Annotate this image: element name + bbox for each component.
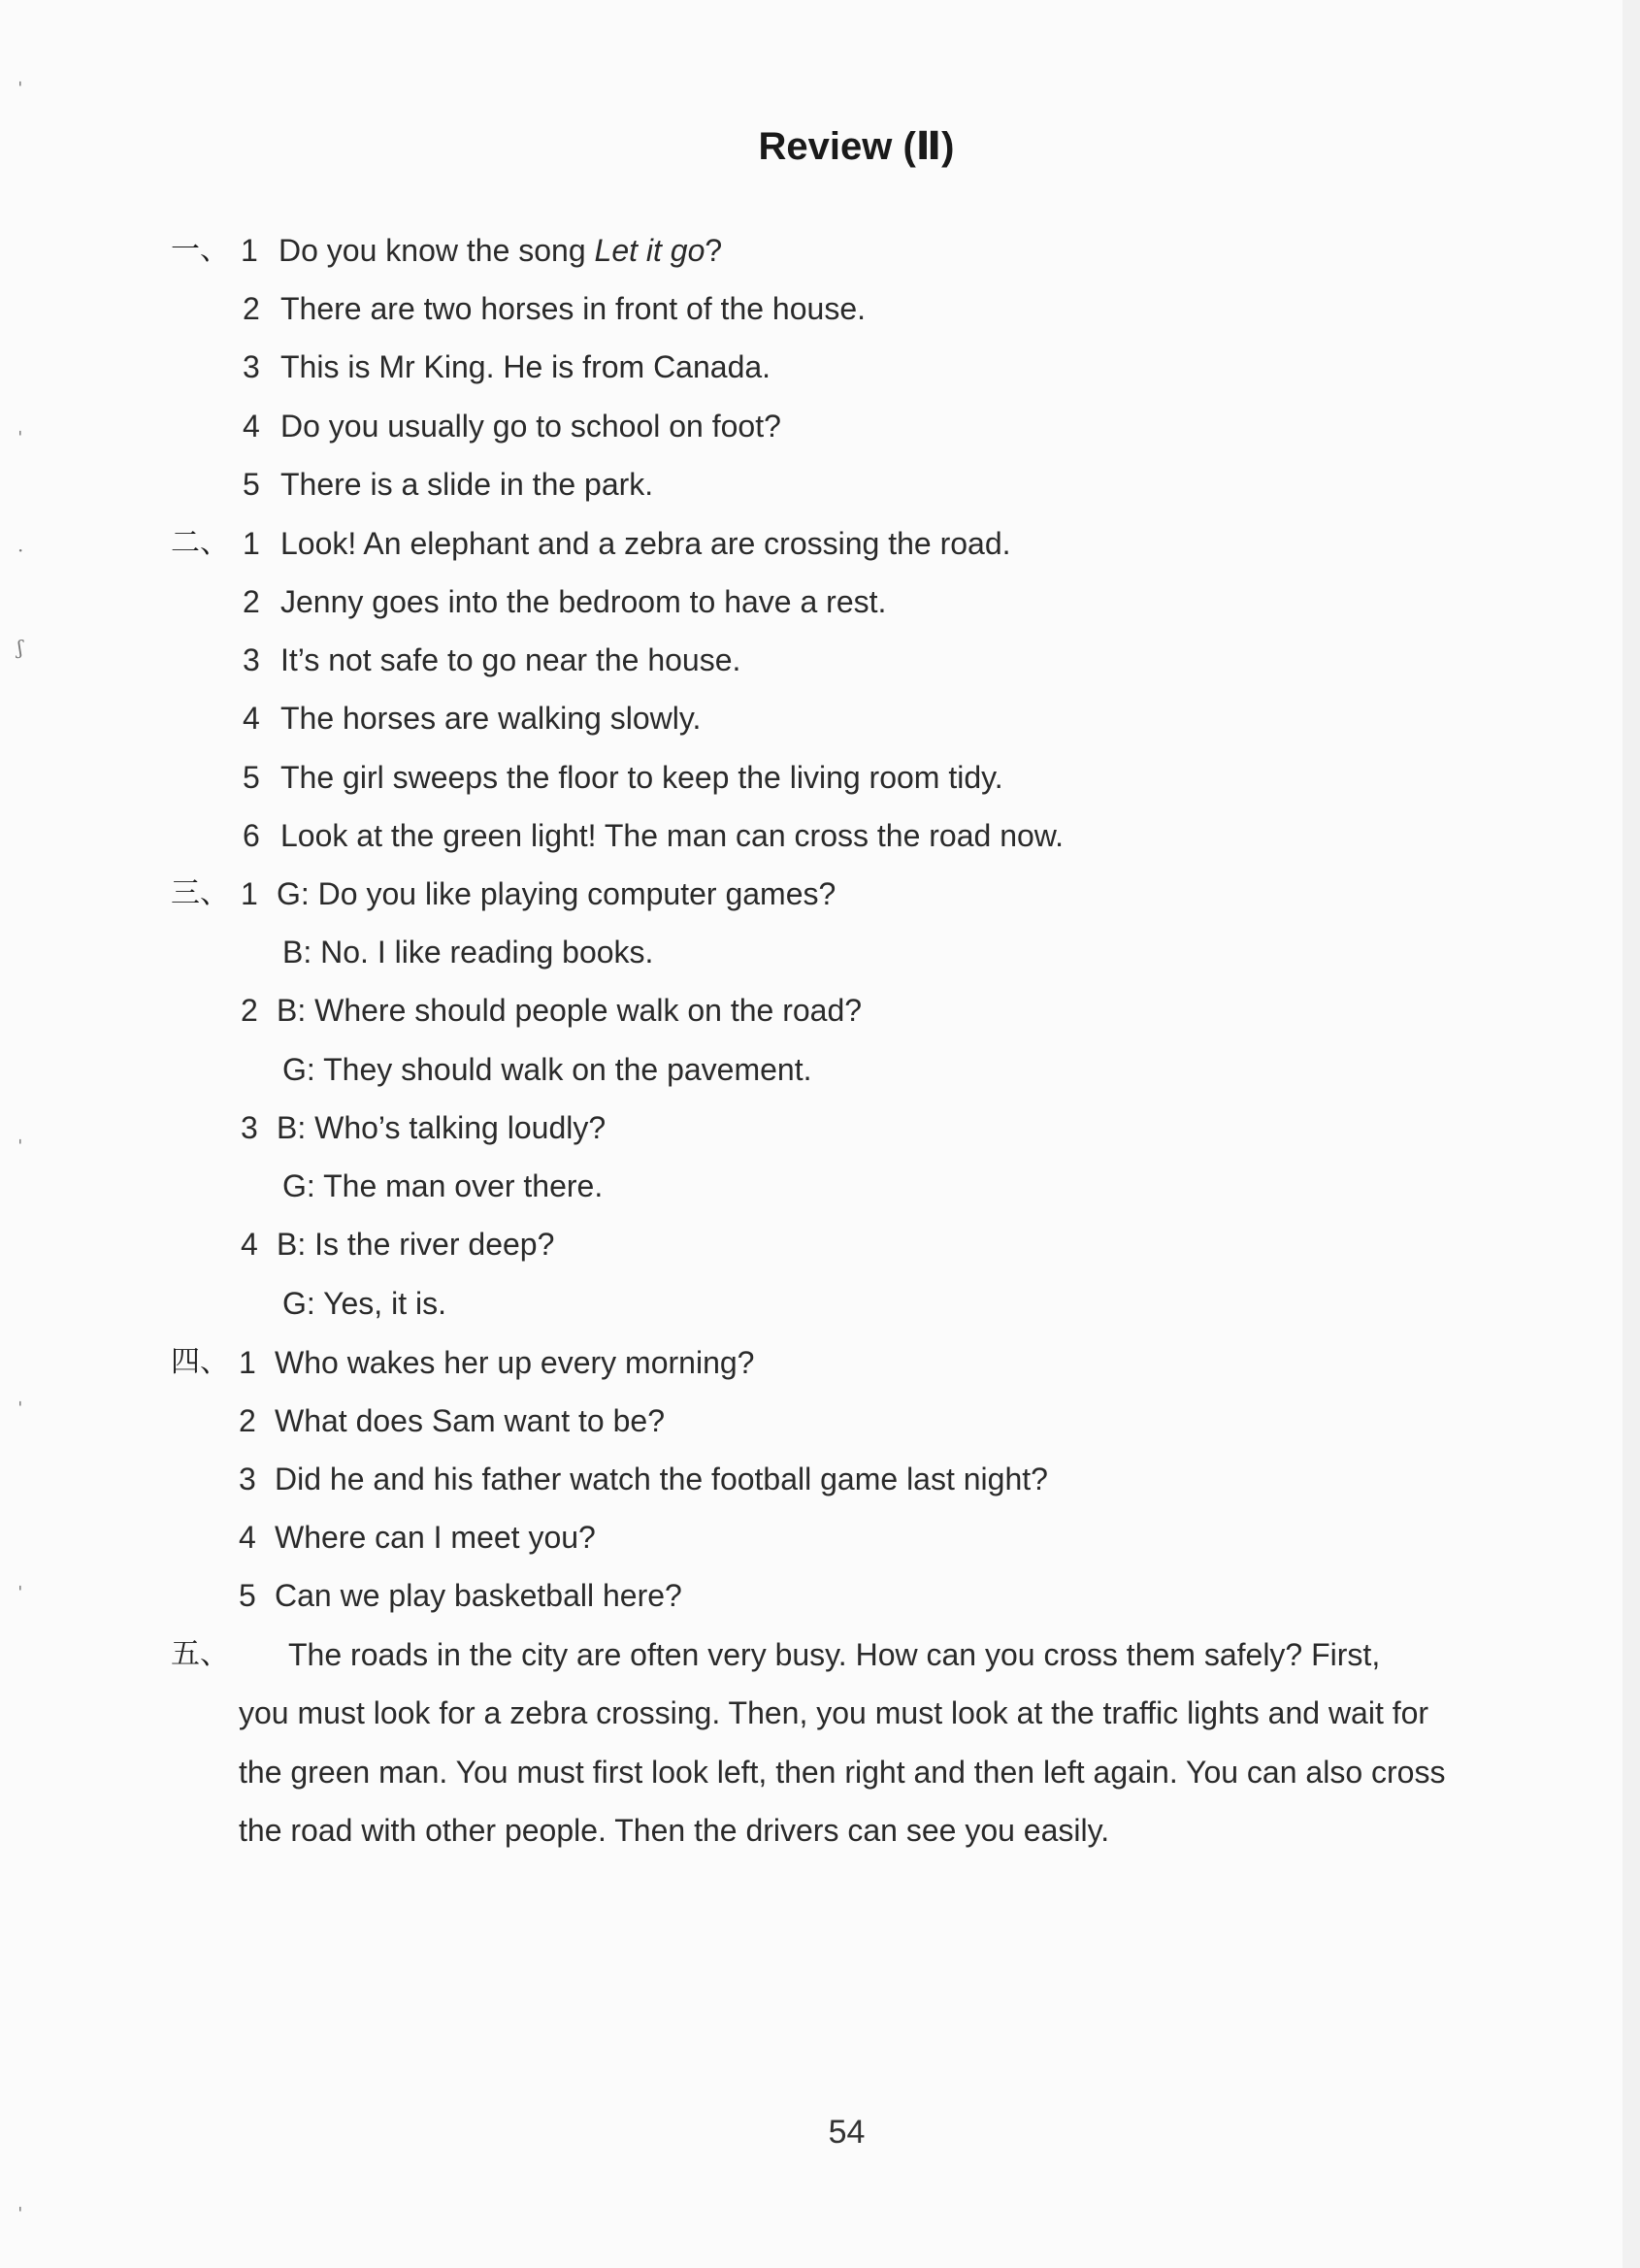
page-title: Review (Ⅱ) [758,125,955,168]
item-number: 2 [243,584,260,619]
section-2-mark: 二、 [171,526,229,560]
section-3-item-3-answer: G: The man over there. [282,1168,604,1203]
item-number: 1 [243,526,260,561]
dialogue-line: G: Do you like playing computer games? [277,876,836,911]
page-number: 54 [828,2114,866,2151]
item-text: It’s not safe to go near the house. [280,642,741,677]
paragraph-line-3: the green man. You must first look left, then right and then left again. You can also cross [239,1754,1446,1790]
item-number: 2 [243,291,260,326]
item-number: 6 [243,818,260,853]
section-3-mark: 三、 [171,876,229,910]
item-text: What does Sam want to be? [275,1403,665,1438]
item-number: 1 [239,1345,256,1380]
section-1-item-2 [243,289,866,328]
item-text: There are two horses in front of the house. [280,291,866,326]
section-4-item-3 [239,1460,1048,1498]
item-number: 4 [243,701,260,736]
item-text: Where can I meet you? [275,1520,596,1555]
section-2-item-1 [243,524,1011,563]
scan-mark: · [17,539,24,562]
section-1-mark: 一、 [171,233,229,267]
paragraph-line-2: you must look for a zebra crossing. Then, you must look at the traffic lights and wait for [239,1695,1429,1731]
dialogue-line: B: Where should people walk on the road? [277,993,863,1028]
paragraph-line-4: the road with other people. Then the drivers can see you easily. [239,1812,1110,1848]
item-text: The horses are walking slowly. [280,701,702,736]
item-number: 4 [239,1520,256,1555]
scan-mark: ˈ [17,1582,23,1605]
item-text: Look! An elephant and a zebra are crossing the road. [280,526,1011,561]
section-4-item-1 [239,1343,754,1382]
dialogue-line: B: Who’s talking loudly? [277,1110,607,1145]
section-4-mark: 四、 [171,1345,229,1379]
item-number: 3 [243,349,260,384]
item-text: Do you know the song [279,233,595,268]
item-text: The girl sweeps the floor to keep the living room tidy. [280,760,1003,795]
section-4-item-2 [239,1401,665,1440]
item-text: Look at the green light! The man can cross the road now. [280,818,1065,853]
item-text: Can we play basketball here? [275,1578,682,1613]
item-text: Who wakes her up every morning? [275,1345,755,1380]
section-2-item-2 [243,582,886,621]
item-number: 3 [241,1110,258,1145]
section-2-item-5 [243,758,1003,797]
song-title: Let it go [594,233,705,268]
section-4-item-5 [239,1576,682,1615]
paragraph-line-1: The roads in the city are often very busy. How can you cross them safely? First, [288,1637,1381,1672]
section-5-mark: 五、 [171,1637,229,1671]
scan-mark: ʃ [17,636,23,659]
item-text: There is a slide in the park. [280,467,654,502]
section-3-item-4-question [241,1225,554,1264]
page-edge [1623,0,1640,2268]
section-1-item-4 [243,407,781,445]
section-3-item-4-answer: G: Yes, it is. [282,1286,446,1321]
item-number: 5 [239,1578,256,1613]
section-2-item-3 [243,641,740,679]
item-number: 3 [239,1462,256,1496]
scan-mark: ˈ [17,427,23,450]
section-1-item-5 [243,465,653,504]
section-2-item-4 [243,699,701,738]
item-text: Do you usually go to school on foot? [280,409,781,444]
reading-paragraph [239,1626,1520,1859]
section-3-item-2-answer: G: They should walk on the pavement. [282,1052,812,1087]
section-1-item-1 [241,231,722,270]
scan-mark: ˈ [17,2203,23,2226]
item-number: 4 [241,1227,258,1262]
scan-mark: ˈ [17,1135,23,1159]
item-number: 5 [243,467,260,502]
item-number: 2 [239,1403,256,1438]
section-1-item-3 [243,347,771,386]
item-text-end: ? [705,233,723,268]
scan-mark: ˈ [17,1397,23,1421]
section-3-item-2-question [241,991,862,1030]
section-3-item-1-question [241,874,836,913]
section-3-item-3-question [241,1108,606,1147]
scan-mark: ˈ [17,78,23,101]
item-number: 2 [241,993,258,1028]
item-number: 1 [241,876,258,911]
item-number: 5 [243,760,260,795]
item-text: Jenny goes into the bedroom to have a rest. [280,584,887,619]
item-text: This is Mr King. He is from Canada. [280,349,771,384]
item-text: Did he and his father watch the football game last night? [275,1462,1048,1496]
section-4-item-4 [239,1518,596,1557]
item-number: 4 [243,409,260,444]
section-3-item-1-answer: B: No. I like reading books. [282,935,654,970]
item-number: 1 [241,233,258,268]
item-number: 3 [243,642,260,677]
section-2-item-6 [243,816,1064,855]
dialogue-line: B: Is the river deep? [277,1227,555,1262]
